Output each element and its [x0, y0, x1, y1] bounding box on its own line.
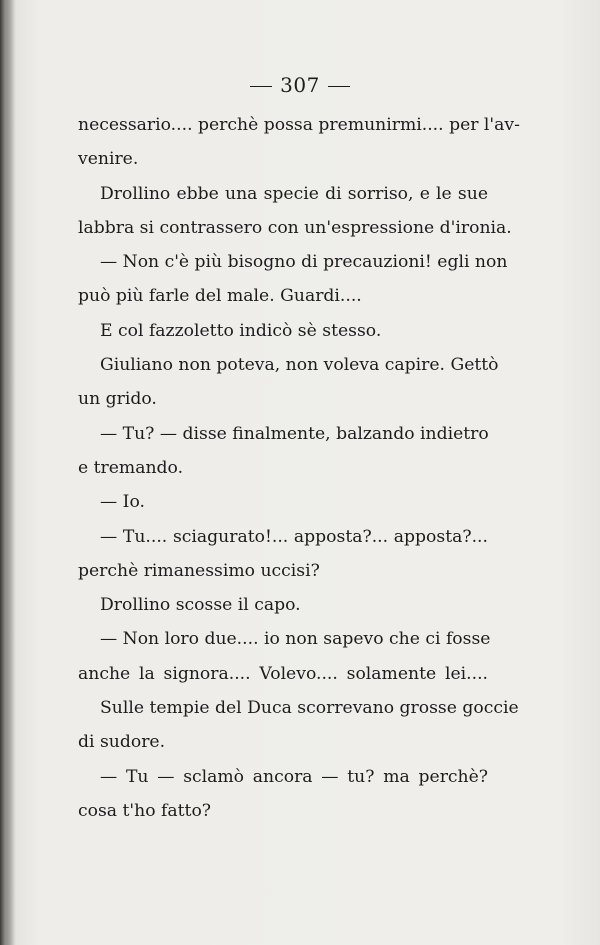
text-line: un grido.	[78, 389, 157, 410]
text-line: e tremando.	[78, 457, 184, 478]
text-line: venire.	[78, 149, 139, 170]
header-dash-right	[328, 86, 350, 87]
text-line: necessario.... perchè possa premunirmi.... per l'av-	[78, 115, 520, 135]
text-line: di sudore.	[78, 732, 166, 753]
text-line: cosa t'ho fatto?	[78, 800, 212, 821]
text-line: perchè rimanessimo uccisi?	[78, 560, 320, 581]
text-line: — Non loro due.... io non sapevo che ci fosse	[100, 629, 491, 650]
page-gutter-shadow	[0, 0, 16, 945]
header-dash-left	[250, 86, 272, 87]
text-line: Giuliano non poteva, non voleva capire. Gettò	[100, 355, 499, 376]
text-line: — Non c'è più bisogno di precauzioni! egli non	[100, 252, 508, 273]
page-number: 307	[280, 73, 320, 97]
text-line: E col fazzoletto indicò sè stesso.	[100, 320, 382, 341]
text-line: labbra si contrassero con un'espressione d'ironia.	[78, 217, 512, 238]
text-line: Drollino ebbe una specie di sorriso, e le sue	[100, 183, 488, 204]
text-line: — Tu? — disse finalmente, balzando indietro	[100, 423, 489, 444]
text-line: può più farle del male. Guardi....	[78, 286, 362, 307]
page-header	[0, 73, 600, 97]
text-line: — Tu — sclamò ancora — tu? ma perchè?	[100, 766, 488, 787]
body-text	[78, 108, 520, 828]
text-line: Drollino scosse il capo.	[100, 595, 301, 616]
text-line: — Tu.... sciagurato!... apposta?... apposta?...	[100, 526, 488, 547]
text-line: — Io.	[100, 492, 145, 513]
text-line: Sulle tempie del Duca scorrevano grosse goccie	[100, 698, 519, 719]
text-line: anche la signora.... Volevo.... solamente lei....	[78, 663, 488, 684]
